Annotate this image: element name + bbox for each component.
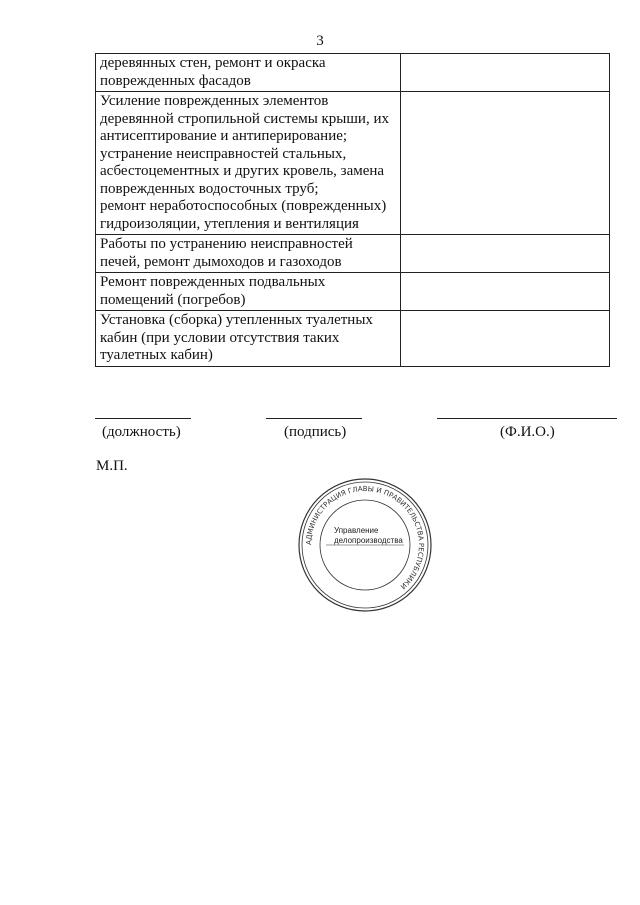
- table-row: [96, 54, 610, 92]
- name-label: (Ф.И.О.): [500, 424, 555, 440]
- work-description-line: деревянной стропильной системы крыши, их: [100, 110, 389, 127]
- work-description-cell: [96, 92, 401, 235]
- work-value-cell: [401, 311, 610, 367]
- work-description-line: туалетных кабин): [100, 347, 213, 363]
- table-row: [96, 311, 610, 367]
- seal-place-label: М.П.: [96, 458, 128, 474]
- work-description-line: поврежденных водосточных труб;: [100, 180, 319, 197]
- work-value-cell: [401, 92, 610, 235]
- work-description-line: асбестоцементных и других кровель, замена: [100, 163, 385, 179]
- seal-ring-text: АДМИНИСТРАЦИЯ ГЛАВЫ И ПРАВИТЕЛЬСТВА РЕСПУБЛИКИ: [304, 484, 426, 591]
- works-table-body: [96, 54, 610, 367]
- table-row: [96, 273, 610, 311]
- seal-inner-line-1: Управление: [334, 526, 379, 535]
- work-description-cell: [96, 54, 401, 92]
- work-description-line: Установка (сборка) утепленных туалетных: [100, 312, 373, 328]
- signature-line: [266, 418, 362, 419]
- work-description-cell: [96, 235, 401, 273]
- work-description-line: гидроизоляции, утепления и вентиляция: [100, 215, 359, 232]
- name-line: [437, 418, 617, 419]
- works-table: [95, 53, 610, 367]
- table-row: [96, 92, 610, 235]
- work-description-line: Ремонт поврежденных подвальных: [100, 274, 326, 290]
- work-description-line: устранение неисправностей стальных,: [100, 145, 347, 162]
- work-description-line: поврежденных фасадов: [100, 72, 251, 89]
- work-value-cell: [401, 273, 610, 311]
- work-description-line: помещений (погребов): [100, 291, 246, 308]
- signature-label: (подпись): [284, 424, 347, 440]
- work-description-line: печей, ремонт дымоходов и газоходов: [100, 253, 342, 270]
- work-description-line: ремонт неработоспособных (поврежденных): [100, 198, 387, 214]
- work-description-cell: [96, 311, 401, 367]
- work-description-line: Усиление поврежденных элементов: [100, 93, 329, 109]
- work-description-line: антисептирование и антиперирование;: [100, 128, 348, 144]
- page-number: 3: [316, 33, 324, 49]
- table-row: [96, 235, 610, 273]
- work-description-line: кабин (при условии отсутствия таких: [100, 329, 340, 346]
- work-description-line: Работы по устранению неисправностей: [100, 236, 353, 252]
- position-line: [95, 418, 191, 419]
- seal-inner-line-2: делопроизводства: [334, 536, 403, 545]
- work-description-cell: [96, 273, 401, 311]
- work-value-cell: [401, 235, 610, 273]
- work-description-line: деревянных стен, ремонт и окраска: [100, 55, 326, 71]
- seal-inner-text: [334, 526, 404, 546]
- position-label: (должность): [102, 424, 181, 440]
- work-value-cell: [401, 54, 610, 92]
